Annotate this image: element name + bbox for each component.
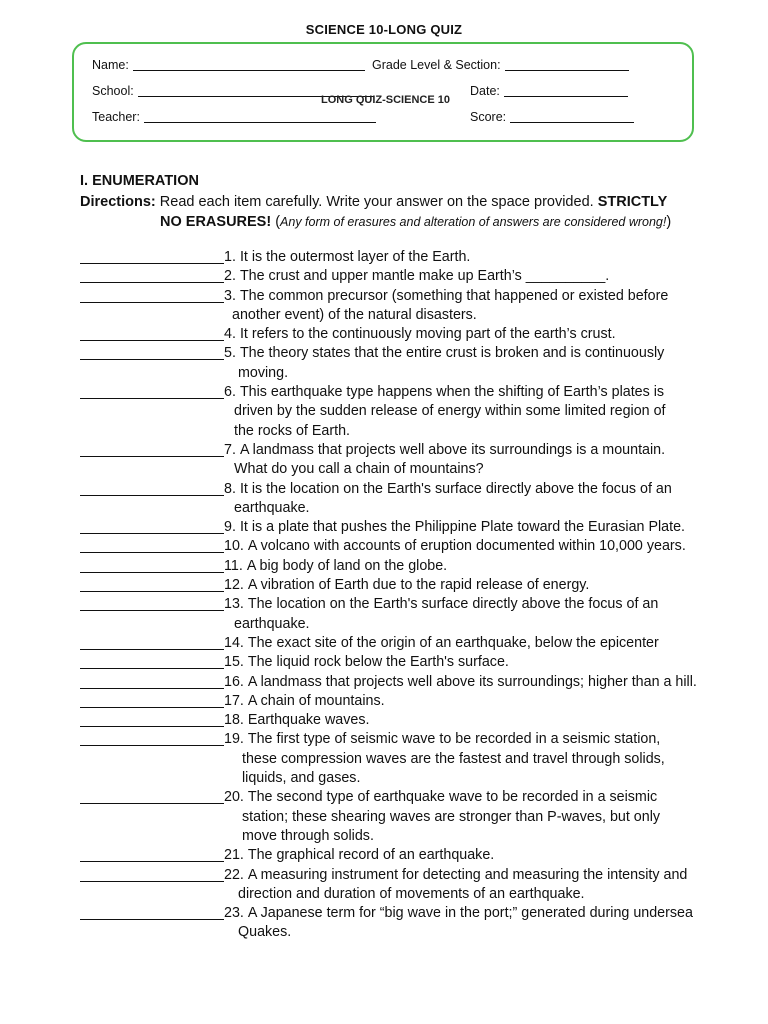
- question-text-continued: Quakes.: [238, 924, 292, 941]
- question-item: [80, 711, 740, 730]
- question-text: The liquid rock below the Earth's surface.: [247, 654, 509, 671]
- answer-blank[interactable]: [80, 537, 224, 553]
- answer-blank[interactable]: [80, 267, 224, 283]
- question-text: The graphical record of an earthquake.: [247, 847, 495, 864]
- name-label: Name:: [92, 58, 129, 72]
- date-field: [470, 84, 628, 98]
- question-item: [80, 537, 740, 556]
- question-number: 19.: [224, 731, 244, 748]
- question-text: A chain of mountains.: [247, 692, 385, 709]
- question-text: The common precursor (something that happened or existed before: [239, 287, 669, 304]
- score-field: [470, 110, 634, 124]
- grade-section-input-line[interactable]: [505, 58, 629, 71]
- question-text: A vibration of Earth due to the rapid release of energy.: [247, 577, 590, 594]
- name-input-line[interactable]: [133, 58, 365, 71]
- question-text-continued: What do you call a chain of mountains?: [234, 461, 484, 478]
- question-number: 10.: [224, 538, 244, 555]
- teacher-label: Teacher:: [92, 110, 140, 124]
- answer-blank[interactable]: [80, 248, 224, 264]
- question-text: Earthquake waves.: [247, 712, 370, 729]
- question-item: [80, 904, 740, 943]
- answer-blank[interactable]: [80, 325, 224, 341]
- answer-blank[interactable]: [80, 518, 224, 534]
- answer-blank[interactable]: [80, 904, 224, 920]
- date-label: Date:: [470, 84, 500, 98]
- question-item: [80, 673, 740, 692]
- question-text-continued: move through solids.: [242, 827, 374, 844]
- question-number: 12.: [224, 577, 244, 594]
- name-field: [92, 58, 365, 72]
- question-text: It is the location on the Earth's surface directly above the focus of an: [239, 480, 672, 497]
- question-text-continued: another event) of the natural disasters.: [232, 306, 477, 323]
- question-item: [80, 344, 740, 383]
- question-text: It refers to the continuously moving part of the earth’s crust.: [239, 326, 616, 343]
- question-text-continued: direction and duration of movements of an earthquake.: [238, 885, 585, 902]
- question-text: A volcano with accounts of eruption documented within 10,000 years.: [247, 538, 686, 555]
- question-text-continued: earthquake.: [234, 499, 310, 516]
- question-number: 20.: [224, 789, 244, 806]
- answer-blank[interactable]: [80, 653, 224, 669]
- question-number: 11.: [224, 557, 243, 574]
- question-text: The location on the Earth's surface directly above the focus of an: [247, 596, 659, 613]
- question-text: It is the outermost layer of the Earth.: [239, 249, 471, 265]
- question-number: 5.: [224, 345, 236, 362]
- directions-text: Read each item carefully. Write your answer on the space provided.: [159, 194, 594, 210]
- grade-section-field: [372, 58, 629, 72]
- school-label: School:: [92, 84, 134, 98]
- question-number: 7.: [224, 441, 236, 458]
- answer-blank[interactable]: [80, 595, 224, 611]
- question-number: 23.: [224, 905, 244, 922]
- answer-blank[interactable]: [80, 846, 224, 862]
- question-text-continued: the rocks of Earth.: [234, 422, 351, 439]
- question-number: 13.: [224, 596, 244, 613]
- grade-section-label: Grade Level & Section:: [372, 58, 501, 72]
- question-item: [80, 383, 740, 441]
- erasure-note: Any form of erasures and alteration of answers are considered wrong!: [280, 215, 667, 229]
- question-text-continued: liquids, and gases.: [242, 770, 361, 787]
- answer-blank[interactable]: [80, 287, 224, 303]
- teacher-field: [92, 110, 376, 124]
- answer-blank[interactable]: [80, 344, 224, 360]
- question-number: 14.: [224, 634, 244, 651]
- question-text-continued: station; these shearing waves are stronger than P-waves, but only: [242, 808, 661, 825]
- question-text-continued: earthquake.: [234, 615, 310, 632]
- question-item: [80, 692, 740, 711]
- question-text: A landmass that projects well above its surroundings is a mountain.: [239, 441, 666, 458]
- directions: [80, 192, 720, 232]
- page-title: SCIENCE 10-LONG QUIZ: [305, 22, 463, 37]
- answer-blank[interactable]: [80, 788, 224, 804]
- score-label: Score:: [470, 110, 507, 124]
- question-number: 1.: [224, 249, 236, 265]
- date-input-line[interactable]: [504, 84, 628, 97]
- answer-blank[interactable]: [80, 711, 224, 727]
- question-item: [80, 248, 740, 267]
- question-item: [80, 267, 740, 286]
- question-item: [80, 480, 740, 519]
- question-number: 6.: [224, 384, 236, 401]
- answer-blank[interactable]: [80, 441, 224, 457]
- question-item: [80, 441, 740, 480]
- question-text: A landmass that projects well above its surroundings; higher than a hill.: [247, 673, 697, 690]
- directions-line-2: NO ERASURES! (Any form of erasures and alteration of answers are considered wrong!): [160, 214, 672, 230]
- no-erasures-text: NO ERASURES!: [160, 214, 272, 230]
- question-item: [80, 287, 740, 326]
- question-text: A measuring instrument for detecting and measuring the intensity and: [247, 866, 688, 883]
- answer-blank[interactable]: [80, 692, 224, 708]
- question-number: 3.: [224, 287, 236, 304]
- question-text: The second type of earthquake wave to be recorded in a seismic: [247, 789, 658, 806]
- question-text: The exact site of the origin of an earthquake, below the epicenter: [247, 634, 659, 651]
- question-text: A Japanese term for “big wave in the port;” generated during undersea: [247, 905, 693, 922]
- answer-blank[interactable]: [80, 730, 224, 746]
- question-item: [80, 595, 740, 634]
- question-item: [80, 866, 740, 905]
- question-item: [80, 653, 740, 672]
- answer-blank[interactable]: [80, 557, 224, 573]
- answer-blank[interactable]: [80, 866, 224, 882]
- question-item: [80, 846, 740, 865]
- answer-blank[interactable]: [80, 383, 224, 399]
- answer-blank[interactable]: [80, 480, 224, 496]
- overlay-watermark-label: LONG QUIZ-SCIENCE 10: [321, 94, 450, 106]
- question-text-continued: driven by the sudden release of energy within some limited region of: [234, 403, 666, 420]
- question-number: 2.: [224, 268, 236, 285]
- teacher-input-line[interactable]: [144, 110, 376, 123]
- question-item: [80, 634, 740, 653]
- question-number: 15.: [224, 654, 244, 671]
- answer-blank[interactable]: [80, 576, 224, 592]
- student-info-box: [72, 42, 694, 142]
- question-number: 21.: [224, 847, 244, 864]
- question-item: [80, 557, 740, 576]
- question-number: 18.: [224, 712, 244, 729]
- score-input-line[interactable]: [510, 110, 634, 123]
- question-text-continued: moving.: [238, 364, 289, 381]
- directions-label: Directions:: [80, 194, 156, 210]
- question-item: [80, 576, 740, 595]
- answer-blank[interactable]: [80, 634, 224, 650]
- question-text: The theory states that the entire crust is broken and is continuously: [239, 345, 665, 362]
- question-number: 8.: [224, 480, 236, 497]
- question-text-continued: these compression waves are the fastest and travel through solids,: [242, 750, 665, 767]
- question-item: [80, 325, 740, 344]
- question-item: [80, 518, 740, 537]
- answer-blank[interactable]: [80, 673, 224, 689]
- question-number: 17.: [224, 692, 244, 709]
- question-number: 22.: [224, 866, 244, 883]
- question-number: 9.: [224, 519, 236, 536]
- question-number: 4.: [224, 326, 236, 343]
- question-text: The first type of seismic wave to be recorded in a seismic station,: [247, 731, 661, 748]
- section-title: I. ENUMERATION: [80, 173, 199, 189]
- question-text: A big body of land on the globe.: [246, 557, 448, 574]
- question-text: It is a plate that pushes the Philippine Plate toward the Eurasian Plate.: [239, 519, 686, 536]
- question-item: [80, 730, 740, 788]
- question-text: This earthquake type happens when the shifting of Earth’s plates is: [239, 384, 665, 401]
- question-text: The crust and upper mantle make up Earth’s __________.: [239, 268, 610, 285]
- question-list: [80, 248, 740, 943]
- question-number: 16.: [224, 673, 244, 690]
- strict-word: STRICTLY: [597, 194, 668, 210]
- question-item: [80, 788, 740, 846]
